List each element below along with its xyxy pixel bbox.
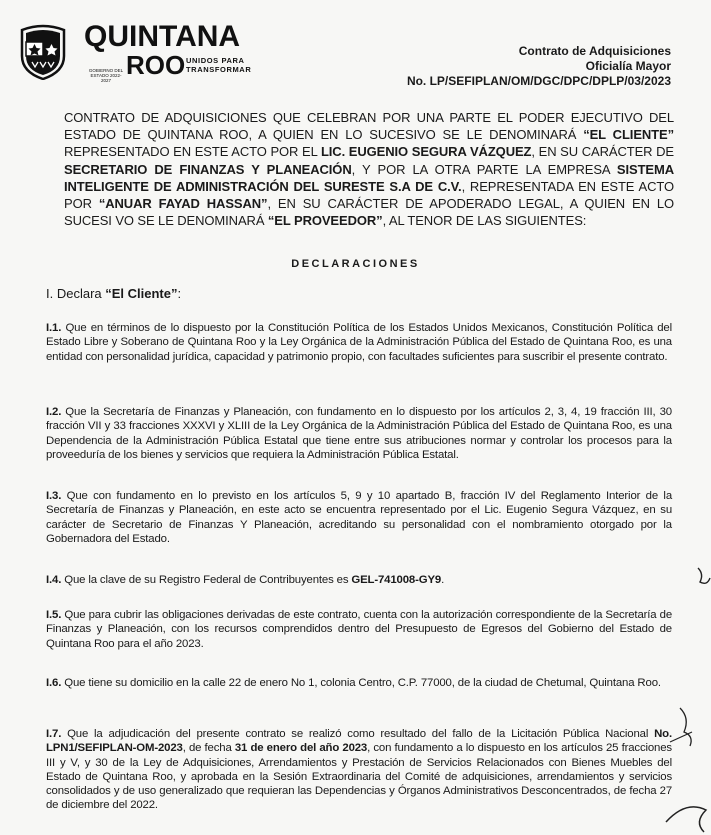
intro-bold-legal-rep: “ANUAR FAYAD HASSAN”	[98, 196, 268, 212]
clause-number: I.1.	[46, 322, 62, 334]
intro-text-6: , EN SU CARÁCTER DE APODERADO LEGAL, A QUIEN EN LO SUCESI VO SE LE DENOMINARÁ	[64, 196, 674, 229]
clause-text: Que tiene su domicilio en la calle 22 de enero No 1, colonia Centro, C.P. 77000, de la ciudad de Chetumal, Quintana Roo.	[61, 677, 661, 689]
section-heading-lead: I. Declara	[46, 286, 106, 301]
intro-bold-el-proveedor: “EL PROVEEDOR”	[267, 213, 383, 229]
clause-number: I.4.	[46, 574, 62, 586]
rfc-code: GEL-741008-GY9	[351, 574, 442, 586]
intro-bold-el-cliente: “EL CLIENTE”	[583, 127, 674, 143]
section-heading-bold: “El Cliente”	[105, 286, 178, 301]
section-heading-el-cliente	[46, 286, 181, 302]
clause-i6	[46, 676, 672, 690]
logo-quintana: QUINTANA	[84, 20, 241, 53]
clause-i4	[46, 573, 672, 587]
logo-roo: ROO	[126, 50, 186, 80]
tender-date: 31 de enero del año 2023	[234, 742, 368, 755]
clause-text: Que la clave de su Registro Federal de Contribuyentes es	[61, 574, 352, 586]
quintana-roo-logo	[84, 22, 264, 86]
tender-number: No. LPN1/SEFIPLAN-OM-2023	[46, 728, 672, 755]
logo-years: GOBIERNO DEL ESTADO 2022-2027	[88, 68, 124, 83]
clause-number: I.2.	[46, 406, 62, 418]
clause-number: I.7.	[46, 728, 62, 740]
doc-number: No. LP/SEFIPLAN/OM/DGC/DPC/DPLP/03/2023	[406, 74, 671, 88]
clause-text: Que la adjudicación del presente contrato se realizó como resultado del fallo de la Licitación Pública Nacional	[61, 728, 655, 740]
clause-text-tail: .	[441, 574, 445, 586]
clause-text: Que la Secretaría de Finanzas y Planeación, con fundamento en lo dispuesto por los artículos 2, 3, 4, 19 fracción III, 30 fracción VII y 33 fracciones XXXVI y XLIII de la Ley Orgánica de la Administración Pública del Estado de Quintana Roo, es una Dependencia de la Administración Pública Estatal que tiene entre sus atribuciones normar y controlar los procesos para la proveeduría de los bienes y servicios que requiera la Administración Pública Estatal.	[46, 406, 672, 461]
clause-number: I.6.	[46, 677, 62, 689]
intro-text-5: , REPRESENTADA EN ESTE ACTO POR	[64, 178, 674, 212]
contract-intro	[64, 109, 674, 229]
clause-i7	[46, 727, 672, 813]
intro-text-1: CONTRATO DE ADQUISICIONES QUE CELEBRAN POR UNA PARTE EL PODER EJECUTIVO DEL ESTADO DE QUINTANA ROO, A QUIEN EN LO SUCESIVO SE LE DENOMINARÁ	[64, 110, 674, 143]
clause-i2	[46, 405, 672, 462]
clause-i1	[46, 321, 672, 364]
doc-title: Contrato de Adquisiciones	[518, 44, 671, 58]
logo-tagline: UNIDOS PARA TRANSFORMAR	[186, 56, 252, 74]
section-heading-tail: :	[177, 286, 182, 301]
intro-text-4: , Y POR LA OTRA PARTE LA EMPRESA	[351, 161, 617, 177]
declaraciones-heading: DECLARACIONES	[291, 258, 420, 270]
intro-text-2: REPRESENTADO EN ESTE ACTO POR EL	[64, 144, 321, 160]
signature-marks-icon	[660, 560, 711, 835]
clause-i5	[46, 608, 672, 651]
office-name: Oficialía Mayor	[585, 59, 671, 73]
clause-number: I.3.	[46, 490, 62, 502]
intro-text-7: , AL TENOR DE LAS SIGUIENTES:	[382, 213, 587, 229]
clause-text: Que con fundamento en lo previsto en los artículos 5, 9 y 10 apartado B, fracción IV del Reglamento Interior de la Secretaría de Finanzas y Planeación, en este acto se encuentra representado por el Lic. Eugenio Segura Vázquez, en su carácter de Secretario de Finanzas Y Planeación, acreditando su personalidad con el nombramiento otorgado por la Gobernadora del Estado.	[46, 490, 672, 545]
intro-bold-role: SECRETARIO DE FINANZAS Y PLANEACIÓN	[64, 161, 352, 177]
header-reference	[407, 44, 671, 89]
clause-text-3: , con fundamento a lo dispuesto en los artículos 25 fracciones III y V, y 30 de la Ley de Adquisiciones, Arrendamientos y Prestación de Servicios Relacionados con Bienes Muebles del Estado de Quintana Roo, y aprobada en la Sesión Extraordinaria del Comité de adquisiciones, arrendamientos y servicios consolidados y de uso generalizado que requieran las Dependencias y Órganos Administrativos Desconcentrados, de fecha 27 de diciembre del 2022.	[46, 742, 672, 812]
clause-text: Que en términos de lo dispuesto por la Constitución Política de los Estados Unidos Mexicanos, Constitución Política del Estado Libre y Soberano de Quintana Roo y la Ley Orgánica de la Administración Pública del Estado de Quintana Roo, es una entidad con personalidad jurídica, capacidad y patrimonio propio, con facultades suficientes para suscribir el presente contrato.	[46, 322, 672, 363]
clause-i3	[46, 489, 672, 546]
clause-number: I.5.	[46, 609, 62, 621]
intro-bold-representative: LIC. EUGENIO SEGURA VÁZQUEZ	[320, 144, 532, 160]
intro-bold-company: SISTEMA INTELIGENTE DE ADMINISTRACIÓN DEL SURESTE S.A DE C.V.	[64, 161, 675, 194]
clause-text: Que para cubrir las obligaciones derivadas de este contrato, cuenta con la autorización correspondiente de la Secretaría de Finanzas y Planeación, con los recursos comprendidos dentro del Presupuesto de Egresos del Gobierno del Estado de Quintana Roo para el año 2023.	[46, 609, 672, 650]
clause-text-2: , de fecha	[182, 742, 235, 755]
page-header	[0, 0, 711, 100]
intro-text-3: , EN SU CARÁCTER DE	[531, 144, 675, 160]
state-seal-icon	[18, 22, 68, 80]
